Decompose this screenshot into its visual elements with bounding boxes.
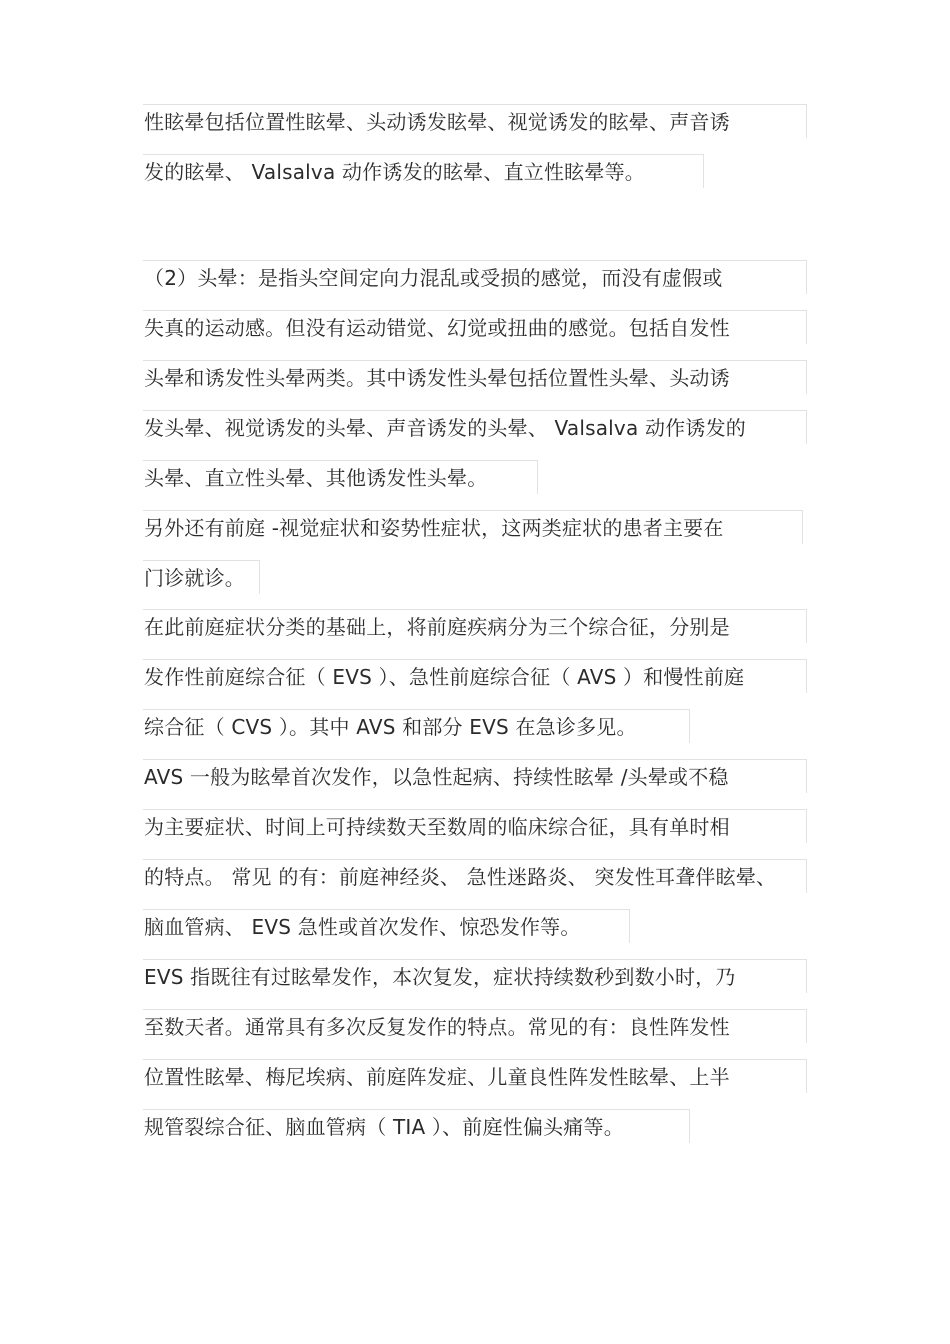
text-line: 为主要症状、时间上可持续数天至数周的临床综合征，具有单时相 [143,809,807,843]
text-line: 性眩晕包括位置性眩晕、头动诱发眩晕、视觉诱发的眩晕、声音诱 [143,104,807,138]
text-line: 发作性前庭综合征（ EVS ）、急性前庭综合征（ AVS ）和慢性前庭 [143,659,807,693]
text-line: 另外还有前庭 -视觉症状和姿势性症状，这两类症状的患者主要在 [143,510,803,544]
text-line: AVS 一般为眩晕首次发作，以急性起病、持续性眩晕 /头晕或不稳 [143,759,807,793]
text-line: 头晕、直立性头晕、其他诱发性头晕。 [143,460,538,494]
text-line: （2）头晕：是指头空间定向力混乱或受损的感觉，而没有虚假或 [143,260,807,294]
text-line: EVS 指既往有过眩晕发作，本次复发，症状持续数秒到数小时，乃 [143,959,807,993]
text-line: 至数天者。通常具有多次反复发作的特点。常见的有：良性阵发性 [143,1009,807,1043]
text-line: 门诊就诊。 [143,560,260,594]
text-line: 头晕和诱发性头晕两类。其中诱发性头晕包括位置性头晕、头动诱 [143,360,807,394]
text-line: 失真的运动感。但没有运动错觉、幻觉或扭曲的感觉。包括自发性 [143,310,807,344]
text-line: 的特点。 常见 的有：前庭神经炎、 急性迷路炎、 突发性耳聋伴眩晕、 [143,859,807,893]
text-line: 脑血管病、 EVS 急性或首次发作、惊恐发作等。 [143,909,630,943]
text-line: 位置性眩晕、梅尼埃病、前庭阵发症、儿童良性阵发性眩晕、上半 [143,1059,807,1093]
text-line: 发头晕、视觉诱发的头晕、声音诱发的头晕、 Valsalva 动作诱发的 [143,410,807,444]
text-line: 发的眩晕、 Valsalva 动作诱发的眩晕、直立性眩晕等。 [143,154,704,188]
text-line: 综合征（ CVS ）。其中 AVS 和部分 EVS 在急诊多见。 [143,709,690,743]
text-line: 规管裂综合征、脑血管病（ TIA ）、前庭性偏头痛等。 [143,1109,690,1143]
text-line: 在此前庭症状分类的基础上，将前庭疾病分为三个综合征，分别是 [143,609,807,643]
